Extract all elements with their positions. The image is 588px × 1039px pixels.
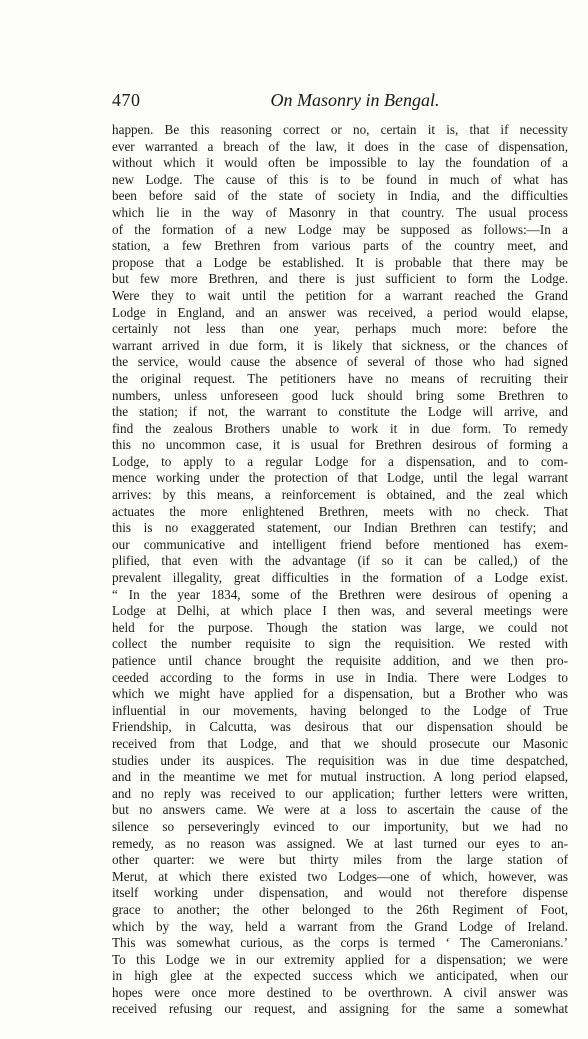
text-line: propose that a Lodge be established. It is probable that there may be bbox=[112, 254, 568, 270]
text-line: received from that Lodge, and that we should prosecute our Masonic bbox=[112, 735, 568, 751]
text-line: hopes were once more destined to be overthrown. A civil answer was bbox=[112, 984, 568, 1000]
text-line: To this Lodge we in our extremity applied for a dispensation; we were bbox=[112, 951, 568, 967]
text-line: actuates the more enlightened Brethren, meets with no check. That bbox=[112, 503, 568, 519]
text-line: the original request. The petitioners have no means of recruiting their bbox=[112, 370, 568, 386]
text-line: collect the number requisite to sign the requisition. We rested with bbox=[112, 636, 568, 652]
text-line: happen. Be this reasoning correct or no, certain it is, that if necessity bbox=[112, 122, 568, 137]
text-line: influential in our movements, having belonged to the Lodge of True bbox=[112, 702, 568, 718]
page-number: 470 bbox=[112, 90, 141, 110]
text-line: studies under its auspices. The requisition was in due time despatched, bbox=[112, 752, 568, 768]
text-line: but few more Brethren, and there is just sufficient to form the Lodge. bbox=[112, 271, 568, 287]
text-line: patience until chance brought the requisite addition, and we then pro- bbox=[112, 653, 568, 668]
text-line: warrant arrived in due form, it is likely that sickness, or the chances of bbox=[112, 337, 568, 353]
text-line: and in the meantime we met for mutual instruction. A long period elapsed, bbox=[112, 769, 568, 785]
text-line: Lodge at Delhi, at which place I then was, and several meetings were bbox=[112, 603, 568, 619]
text-line: in high glee at the expected success which we anticipated, when our bbox=[112, 968, 568, 984]
text-line: which we might have applied for a dispensation, but a Brother who was bbox=[112, 686, 568, 702]
text-line: “ In the year 1834, some of the Brethren were desirous of opening a bbox=[112, 586, 568, 602]
running-title: On Masonry in Bengal. bbox=[270, 90, 440, 110]
body-text bbox=[112, 122, 568, 1018]
text-line: Lodge, to apply to a regular Lodge for a dispensation, and to com- bbox=[112, 453, 568, 469]
text-line: received refusing our request, and assigning for the same a somewhat bbox=[112, 1001, 568, 1017]
text-line: itself working under dispensation, and would not therefore dispense bbox=[112, 885, 568, 901]
text-line: but no answers came. We were at a loss to ascertain the cause of the bbox=[112, 802, 568, 818]
text-line: this is no exaggerated statement, our Indian Brethren can testify; and bbox=[112, 520, 568, 536]
text-line: the station; if not, the warrant to constitute the Lodge will arrive, and bbox=[112, 404, 568, 420]
text-line: station, a few Brethren from various parts of the country meet, and bbox=[112, 238, 568, 254]
text-line: the service, would cause the absence of several of those who had signed bbox=[112, 354, 568, 370]
text-line: numbers, unless unforeseen good luck should bring some Brethren to bbox=[112, 387, 568, 403]
text-line: certainly not less than one year, perhaps much more: before the bbox=[112, 321, 568, 337]
text-line: Lodge in England, and an answer was received, a period would elapse, bbox=[112, 304, 568, 320]
text-line: which by the way, held a warrant from the Grand Lodge of Ireland. bbox=[112, 918, 568, 934]
text-line: our communicative and intelligent friend before mentioned has exem- bbox=[112, 536, 568, 552]
text-line: Were they to wait until the petition for a warrant reached the Grand bbox=[112, 287, 568, 303]
text-line: Friendship, in Calcutta, was desirous that our dispensation should be bbox=[112, 719, 568, 735]
text-line: other quarter: we were but thirty miles from the large station of bbox=[112, 852, 568, 868]
text-line: plified, that even with the advantage (if so it can be called,) of the bbox=[112, 553, 568, 569]
text-line: of the formation of a new Lodge may be supposed as follows:—In a bbox=[112, 221, 568, 237]
text-line: find the zealous Brothers unable to work it in due form. To remedy bbox=[112, 420, 568, 436]
text-line: held for the purpose. Though the station was large, we could not bbox=[112, 619, 568, 635]
text-line: grace to another; the other belonged to the 26th Regiment of Foot, bbox=[112, 901, 568, 917]
text-line: without which it would often be impossible to lay the foundation of a bbox=[112, 155, 568, 171]
text-line: silence so perseveringly evinced to our importunity, but we had no bbox=[112, 818, 568, 834]
text-line: This was somewhat curious, as the corps is termed ‘ The Cameronians.’ bbox=[112, 935, 568, 951]
text-line: arrives: by this means, a reinforcement is obtained, and the zeal which bbox=[112, 487, 568, 503]
text-line: prevalent illegality, great difficulties in the formation of a Lodge exist. bbox=[112, 570, 568, 586]
running-head bbox=[112, 90, 568, 114]
text-line: mence working under the protection of that Lodge, until the legal warrant bbox=[112, 470, 568, 486]
text-line: new Lodge. The cause of this is to be found in much of what has bbox=[112, 171, 568, 187]
text-line: which lie in the way of Masonry in that country. The usual process bbox=[112, 204, 568, 220]
text-line: ever warranted a breach of the law, it does in the case of dispensation, bbox=[112, 138, 568, 154]
text-line: remedy, as no reason was assigned. We at last turned our eyes to an- bbox=[112, 835, 568, 851]
text-line: and no reply was received to our application; further letters were written, bbox=[112, 785, 568, 801]
text-line: ceeded according to the forms in use in India. There were Lodges to bbox=[112, 669, 568, 685]
text-line: been before said of the state of society in India, and the difficulties bbox=[112, 188, 568, 204]
text-line: this no uncommon case, it is usual for Brethren desirous of forming a bbox=[112, 437, 568, 453]
text-line: Merut, at which there existed two Lodges—one of which, however, was bbox=[112, 868, 568, 884]
